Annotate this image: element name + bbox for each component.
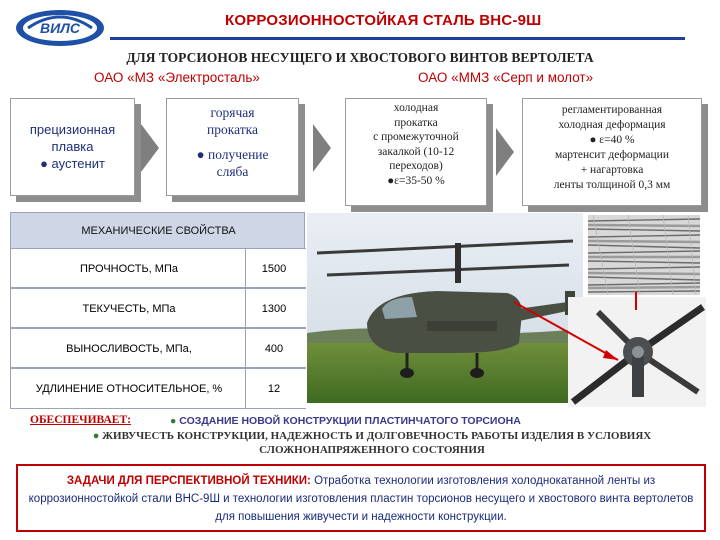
step-line: переходов) [389,160,443,172]
property-value: 1500 [261,263,287,275]
step-line: сляба [216,164,249,179]
property-value: 1300 [261,303,287,315]
step-line: мартенсит деформации [555,149,669,161]
step-line: ● аустенит [40,156,105,171]
step-line: холодная деформация [558,119,666,131]
future-tasks-label: ЗАДАЧИ ДЛЯ ПЕРСПЕКТИВНОЙ ТЕХНИКИ: [66,475,311,487]
step-line: ленты толщиной 0,3 мм [553,179,671,191]
rotor-hub-photo [568,297,706,407]
mechanical-properties-header: МЕХАНИЧЕСКИЕ СВОЙСТВА [81,225,236,237]
step-line: прокатка [394,116,438,129]
helicopter-photo [307,213,583,403]
step-line: ● получение [196,147,269,162]
plant-right-label: ОАО «ММЗ «Серп и молот» [418,70,594,85]
step-line: холодная [393,102,439,114]
provides-item-text: ЖИВУЧЕСТЬ КОНСТРУКЦИИ, НАДЕЖНОСТЬ И ДОЛГОВЕЧНОСТЬ РАБОТЫ ИЗДЕЛИЯ В УСЛОВИЯХ СЛОЖНОНАПРЯЖЕННОГО СОСТОЯНИЯ [102,430,652,456]
plant-left-label: ОАО «МЗ «Электросталь» [94,70,260,85]
metal-microstructure-photo [588,215,700,295]
process-step-melting [10,98,135,196]
page-subtitle: ДЛЯ ТОРСИОНОВ НЕСУЩЕГО И ХВОСТОВОГО ВИНТОВ ВЕРТОЛЕТА [126,50,594,65]
process-step-cold-rolling [345,98,487,206]
process-arrow [313,124,331,172]
step-line: с промежуточной [373,131,459,143]
step-line: прокатка [207,122,258,137]
vils-logo [14,8,106,48]
process-step-hot-rolling [166,98,299,196]
step-line: прецизионная [29,122,116,137]
step-line: регламентированная [561,104,663,116]
future-tasks-box [16,464,706,532]
step-line: закалкой (10-12 [377,145,455,158]
process-arrow [141,124,159,172]
bullet-icon: ● [170,415,177,427]
logo-text: ВИЛС [40,20,80,36]
process-arrow [496,128,514,176]
property-row [11,328,306,368]
process-step-deformation [522,98,702,206]
bullet-icon: ● [92,430,100,442]
property-row [11,248,306,288]
property-name: ВЫНОСЛИВОСТЬ, МПа, [66,343,192,355]
title-underline [110,37,685,40]
provides-item [62,429,682,457]
step-line: ●ε=35-50 % [387,174,445,187]
property-name: ПРОЧНОСТЬ, МПа [80,263,178,275]
property-value: 12 [267,383,281,395]
step-line: горячая [210,105,255,120]
provides-item-text: СОЗДАНИЕ НОВОЙ КОНСТРУКЦИИ ПЛАСТИНЧАТОГО ТОРСИОНА [179,415,521,427]
step-line: ● ε=40 % [589,134,635,146]
property-name: УДЛИНЕНИЕ ОТНОСИТЕЛЬНОЕ, % [35,383,223,395]
page-title: КОРРОЗИОННОСТОЙКАЯ СТАЛЬ ВНС-9Ш [225,12,542,29]
mechanical-properties-panel [10,212,305,409]
property-value: 400 [264,343,284,355]
property-name: ТЕКУЧЕСТЬ, МПа [82,303,176,315]
provides-item [170,415,521,427]
property-row [11,368,306,409]
step-line: + нагартовка [580,164,644,176]
future-tasks-text: Отработка технологии изготовления холоднокатанной ленты из коррозионностойкой стали ВНС-9Ш и технологии изготовления пластин торсионов несущего и хвостового винта вертолетов для повышения живучести и надежности конструкции. [28,475,694,523]
provides-label: ОБЕСПЕЧИВАЕТ: [30,414,131,426]
property-row [11,288,306,328]
step-line: плавка [51,139,94,154]
